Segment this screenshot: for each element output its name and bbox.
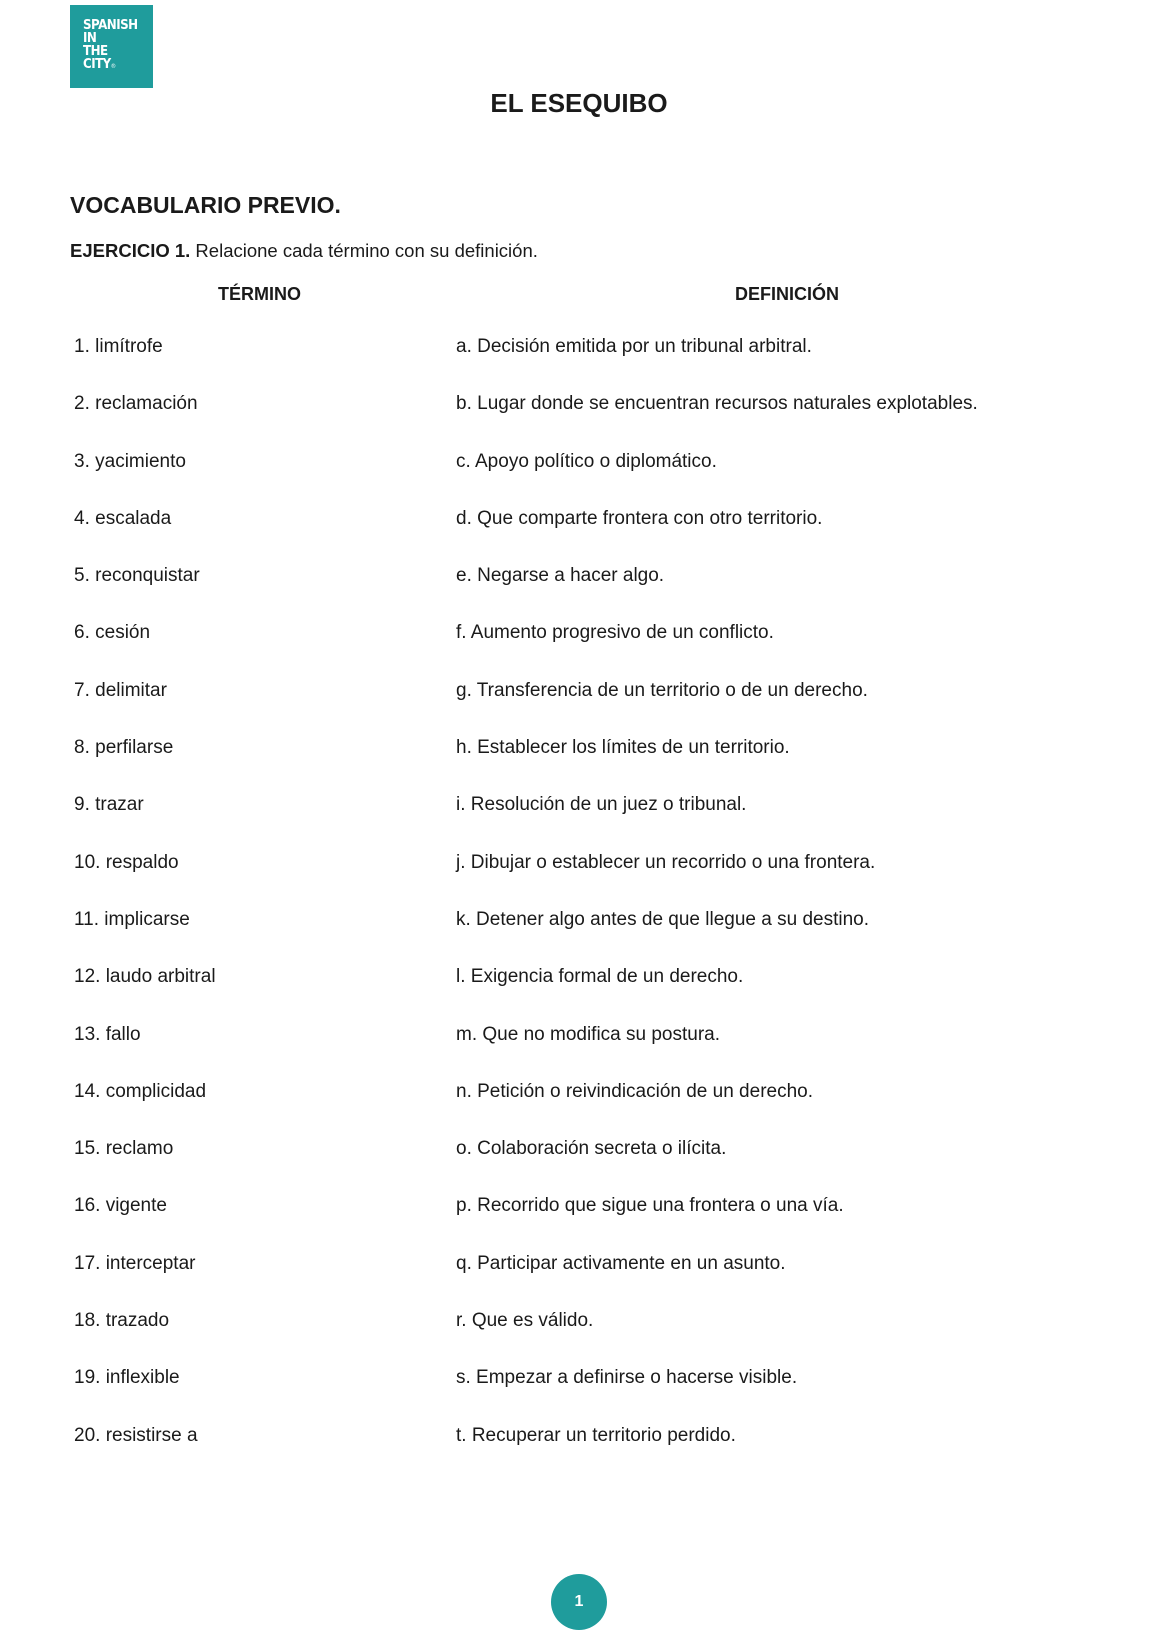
vocabulary-row: [0, 393, 1158, 450]
vocabulary-row: [0, 1253, 1158, 1310]
vocabulary-row: [0, 336, 1158, 393]
term-text: 13. fallo: [74, 1023, 141, 1045]
definition-text: c. Apoyo político o diplomático.: [456, 450, 717, 472]
term-text: 3. yacimiento: [74, 450, 186, 472]
definition-text: g. Transferencia de un territorio o de un derecho.: [456, 679, 868, 701]
vocabulary-row: [0, 966, 1158, 1023]
vocabulary-row: [0, 451, 1158, 508]
logo-line: SPANISH: [83, 17, 138, 33]
vocabulary-row: [0, 1138, 1158, 1195]
vocabulary-row: [0, 1195, 1158, 1252]
definition-text: j. Dibujar o establecer un recorrido o una frontera.: [456, 851, 876, 873]
definition-text: d. Que comparte frontera con otro territorio.: [456, 507, 823, 529]
term-text: 8. perfilarse: [74, 737, 174, 759]
term-text: 11. implicarse: [74, 908, 190, 930]
term-text: 9. trazar: [74, 794, 144, 816]
vocabulary-row: [0, 909, 1158, 966]
vocabulary-row: [0, 680, 1158, 737]
definition-text: k. Detener algo antes de que llegue a su destino.: [456, 908, 870, 930]
section-title: VOCABULARIO PREVIO.: [70, 192, 341, 218]
vocabulary-row: [0, 737, 1158, 794]
exercise-label: EJERCICIO 1.: [70, 240, 191, 261]
logo-line-last: [83, 58, 138, 73]
definition-text: q. Participar activamente en un asunto.: [456, 1252, 786, 1274]
vocabulary-row: [0, 1081, 1158, 1138]
vocabulary-row: [0, 1425, 1158, 1482]
term-text: 18. trazado: [74, 1310, 170, 1332]
definition-text: r. Que es válido.: [456, 1310, 594, 1332]
logo-registered-mark: ®: [110, 63, 116, 70]
term-column-header: TÉRMINO: [218, 284, 301, 304]
vocabulary-row: [0, 794, 1158, 851]
definition-text: a. Decisión emitida por un tribunal arbitral.: [456, 336, 812, 357]
term-text: 10. respaldo: [74, 851, 179, 873]
definition-text: e. Negarse a hacer algo.: [456, 565, 665, 587]
definition-text: t. Recuperar un territorio perdido.: [456, 1424, 736, 1446]
logo-text: [83, 19, 138, 73]
spanish-in-the-city-logo: [70, 5, 153, 88]
definition-text: o. Colaboración secreta o ilícita.: [456, 1138, 727, 1160]
term-text: 19. inflexible: [74, 1367, 180, 1389]
definition-text: l. Exigencia formal de un derecho.: [456, 966, 744, 988]
term-text: 1. limítrofe: [74, 336, 163, 357]
term-text: 5. reconquistar: [74, 565, 200, 587]
term-text: 16. vigente: [74, 1195, 167, 1217]
logo-line: THE: [83, 43, 108, 59]
definition-text: b. Lugar donde se encuentran recursos naturales explotables.: [456, 393, 978, 415]
definition-text: i. Resolución de un juez o tribunal.: [456, 794, 747, 816]
page-number: 1: [574, 1593, 584, 1610]
page-number-badge: [551, 1574, 607, 1630]
definition-text: h. Establecer los límites de un territorio.: [456, 737, 790, 759]
vocabulary-row: [0, 1310, 1158, 1367]
definition-text: f. Aumento progresivo de un conflicto.: [456, 622, 774, 644]
term-text: 7. delimitar: [74, 679, 167, 701]
term-text: 17. interceptar: [74, 1252, 196, 1274]
definition-text: m. Que no modifica su postura.: [456, 1023, 721, 1045]
vocabulary-row: [0, 852, 1158, 909]
definition-text: n. Petición o reivindicación de un derecho.: [456, 1080, 814, 1102]
term-text: 4. escalada: [74, 507, 172, 529]
term-text: 6. cesión: [74, 622, 151, 644]
vocabulary-list: [0, 336, 1158, 1482]
vocabulary-row: [0, 622, 1158, 679]
vocabulary-row: [0, 1367, 1158, 1424]
vocabulary-row: [0, 508, 1158, 565]
definition-column-header: DEFINICIÓN: [735, 284, 840, 304]
definition-text: p. Recorrido que sigue una frontera o una vía.: [456, 1195, 844, 1217]
logo-line: IN: [83, 30, 97, 46]
definition-text: s. Empezar a definirse o hacerse visible.: [456, 1367, 798, 1389]
document-title: EL ESEQUIBO: [490, 88, 668, 118]
exercise-text: Relacione cada término con su definición.: [190, 240, 538, 261]
term-text: 12. laudo arbitral: [74, 966, 216, 988]
exercise-instruction: [70, 240, 538, 262]
term-text: 15. reclamo: [74, 1138, 174, 1160]
term-text: 2. reclamación: [74, 393, 198, 415]
logo-line: CITY: [83, 56, 111, 72]
vocabulary-row: [0, 565, 1158, 622]
term-text: 14. complicidad: [74, 1080, 207, 1102]
term-text: 20. resistirse a: [74, 1424, 198, 1446]
vocabulary-row: [0, 1024, 1158, 1081]
